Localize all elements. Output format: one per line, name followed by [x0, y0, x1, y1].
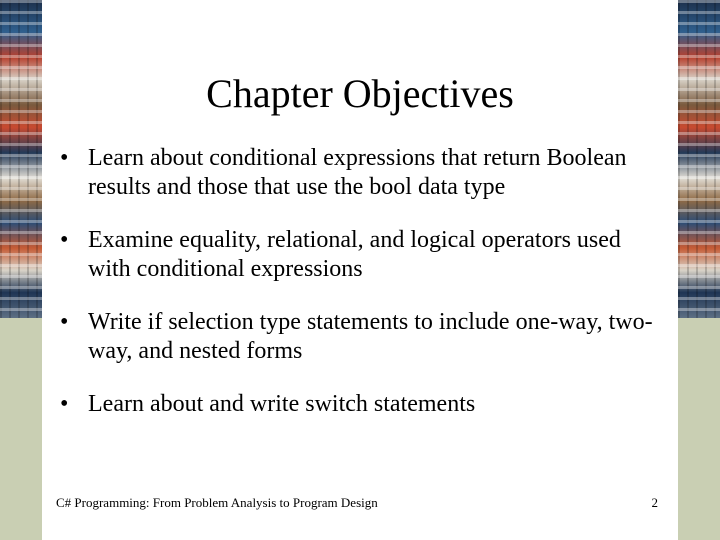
right-photo-image	[678, 0, 720, 318]
bullet-text: Learn about conditional expressions that return Boolean results and those that use the bool data type	[88, 145, 627, 200]
bullet-item	[56, 390, 666, 419]
left-photo-image	[0, 0, 42, 318]
slide	[42, 0, 678, 540]
bullet-item	[56, 226, 666, 284]
bullet-marker: •	[60, 145, 69, 171]
slide-title: Chapter Objectives	[206, 71, 514, 116]
bullet-text: Learn about and write switch statements	[88, 391, 476, 417]
bullet-marker: •	[60, 309, 69, 335]
left-sage-panel	[0, 318, 42, 540]
bullet-marker: •	[60, 391, 69, 417]
bullet-item	[56, 144, 666, 202]
slide-footer: C# Programming: From Problem Analysis to Program Design	[56, 495, 378, 510]
page-number: 2	[651, 495, 658, 510]
bullet-text: Examine equality, relational, and logical operators used with conditional expressions	[88, 227, 621, 282]
bullet-list	[56, 144, 666, 443]
left-decorative-photo-strip	[0, 0, 42, 540]
right-sage-panel	[678, 318, 720, 540]
bullet-text: Write if selection type statements to include one-way, two-way, and nested forms	[88, 309, 653, 364]
right-decorative-photo-strip	[678, 0, 720, 540]
bullet-marker: •	[60, 227, 69, 253]
bullet-item	[56, 308, 666, 366]
